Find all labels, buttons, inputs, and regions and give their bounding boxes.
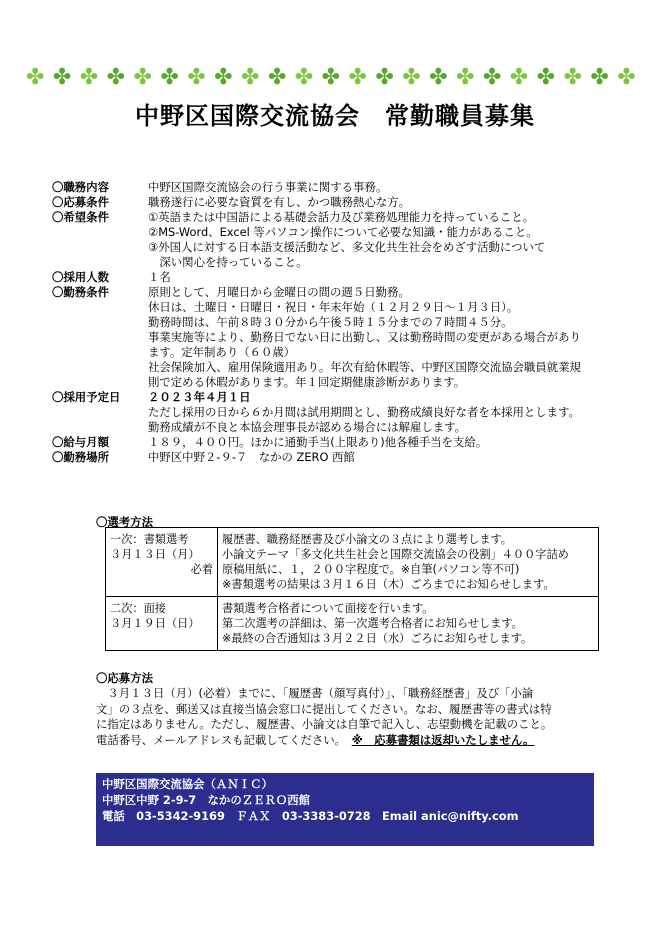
apply-line: ３月１３日（月）(必着）までに、「履歴書（顔写真付）」、「職務経歴書」及び「小論 [96,686,534,700]
term-row [52,450,612,465]
clover-icon: ✤ [563,65,582,90]
job-terms [52,180,612,465]
term-label: 〇希望条件 [52,210,109,224]
term-label: 〇採用人数 [52,270,109,284]
term-row [52,180,612,195]
term-line: 勤務成績が不良と本協会理事長が認める場合には解雇します。 [148,420,467,434]
apply-heading: 〇応募方法 [96,671,153,685]
selection-note: 必着 [190,563,213,576]
term-line: ③外国人に対する日本語支援活動など、多文化共生社会をめざす活動について [148,240,546,254]
term-label: 〇勤務場所 [52,450,109,464]
term-line: ２０２３年４月１日 [148,390,251,404]
apply-last-text: 電話番号、メールアドレスも記載してください。 [96,732,352,747]
term-row [52,210,612,270]
clover-icon: ✤ [456,65,475,90]
term-line: 則で定める休暇があります。年１回定期健康診断があります。 [148,375,466,389]
footer-address: 中野区中野 2-9-7 なかのＺＥＲＯ西館 [102,793,311,807]
clover-icon: ✤ [214,65,233,90]
selection-line: 履歴書、職務経歴書及び小論文の３点により選考します。 [222,533,512,546]
clover-icon: ✤ [106,65,126,90]
term-line: １８９，４００円。ほかに通勤手当(上限あり)他各種手当を支給。 [148,435,488,449]
apply-notice: ※ 応募書類は返却いたしません。 [351,732,535,747]
clover-icon: ✤ [187,65,206,90]
selection-line: ※書類選考の結果は３月１６日（木）ごろまでにお知らせします。 [222,578,555,591]
term-line: 深い関心を持っていること。 [148,255,308,269]
clover-border [26,66,636,90]
term-line: 休日は、土曜日・日曜日・祝日・年末年始（１２月２９日～１月３日）。 [148,300,519,314]
clover-icon: ✤ [590,65,609,90]
apply-line [96,733,596,749]
selection-stage: 二次：面接 [110,602,166,615]
term-line: 勤務時間は、午前８時３０分から午後５時１５分までの７時間４５分。 [148,315,513,329]
selection-line: 書類選考合格者について面接を行います。 [222,602,434,615]
term-label: 〇勤務条件 [52,285,109,299]
selection-stage: ３月１９日（日） [110,617,200,630]
clover-icon: ✤ [536,65,556,90]
footer-org: 中野区国際交流協会（ＡＮＩＣ） [102,777,273,791]
contact-footer [96,773,594,846]
term-label: 〇職務内容 [52,180,109,194]
selection-row [106,597,599,651]
clover-icon: ✤ [509,65,529,90]
term-line: 社会保険加入、雇用保険適用あり。年次有給休暇等、中野区国際交流協会職員就業規 [148,360,581,374]
term-label: 〇採用予定日 [52,390,121,404]
term-line: ①英語または中国語による基礎会話力及び業務処理能力を持っていること。 [148,210,535,224]
apply-line: 文」の３点を、郵送又は直接当協会窓口に提出してください。なお、履歴書等の書式は特 [96,701,552,716]
selection-table [105,527,599,651]
term-line: ます。定年制あり（６０歳） [148,345,296,359]
term-row [52,435,612,450]
clover-icon: ✤ [160,65,179,90]
term-line: 中野区国際交流協会の行う事業に関する事務。 [148,180,388,194]
clover-icon: ✤ [429,65,448,90]
clover-icon: ✤ [294,65,314,90]
clover-icon: ✤ [617,65,636,90]
term-row [52,285,612,390]
term-line: ②MS-Word、Excel 等パソコン操作について必要な知識・能力があること。 [148,225,538,239]
selection-stage: ３月１３日（月） [110,548,200,561]
clover-icon: ✤ [52,65,72,90]
selection-line: ※最終の合否通知は３月２２日（水）ごろにお知らせします。 [222,632,533,645]
selection-stage: 一次：書類選考 [110,533,189,546]
selection-line: 第二次選考の詳細は、第一次選考合格者にお知らせします。 [222,617,523,630]
apply-text [96,686,596,748]
clover-icon: ✤ [26,65,45,90]
clover-icon: ✤ [348,65,367,90]
selection-line: 小論文テーマ「多文化共生社会と国際交流協会の役割」４００字詰め [222,548,569,561]
clover-icon: ✤ [241,65,260,90]
clover-icon: ✤ [482,65,502,90]
term-label: 〇応募条件 [52,195,109,209]
footer-contact: 電話 03-5342-9169 ＦＡＸ 03-3383-0728 Email anic@nifty.com [102,809,519,823]
term-label: 〇給与月額 [52,435,109,449]
clover-icon: ✤ [321,65,341,90]
term-row [52,270,612,285]
clover-icon: ✤ [79,65,99,90]
term-row [52,390,612,435]
page-title: 中野区国際交流協会 常勤職員募集 [135,102,535,130]
selection-heading: 〇選考方法 [96,515,153,529]
term-line: 原則として、月曜日から金曜日の間の週５日勤務。 [148,285,410,299]
clover-icon: ✤ [267,65,287,90]
term-line: 事業実施等により、勤務日でない日に出勤し、又は勤務時間の変更がある場合があり [148,330,581,344]
selection-line: 原稿用紙に、１，２００字程度で。※自筆(パソコン等不可) [222,563,520,576]
clover-icon: ✤ [375,65,394,90]
term-line: 中野区中野２-９-７ なかの ZERO 西館 [148,450,355,464]
apply-line: に指定はありません。ただし、履歴書、小論文は自筆で記入し、志望動機を記載のこと。 [96,717,553,731]
term-line: 職務遂行に必要な資質を有し、かつ職務熱心な方。 [148,195,410,209]
term-row [52,195,612,210]
term-line: １名 [148,270,171,284]
clover-icon: ✤ [133,65,152,90]
term-line: ただし採用の日から６か月間は試用期間とし、勤務成績良好な者を本採用とします。 [148,405,580,419]
selection-row [106,528,599,597]
clover-icon: ✤ [402,65,421,90]
